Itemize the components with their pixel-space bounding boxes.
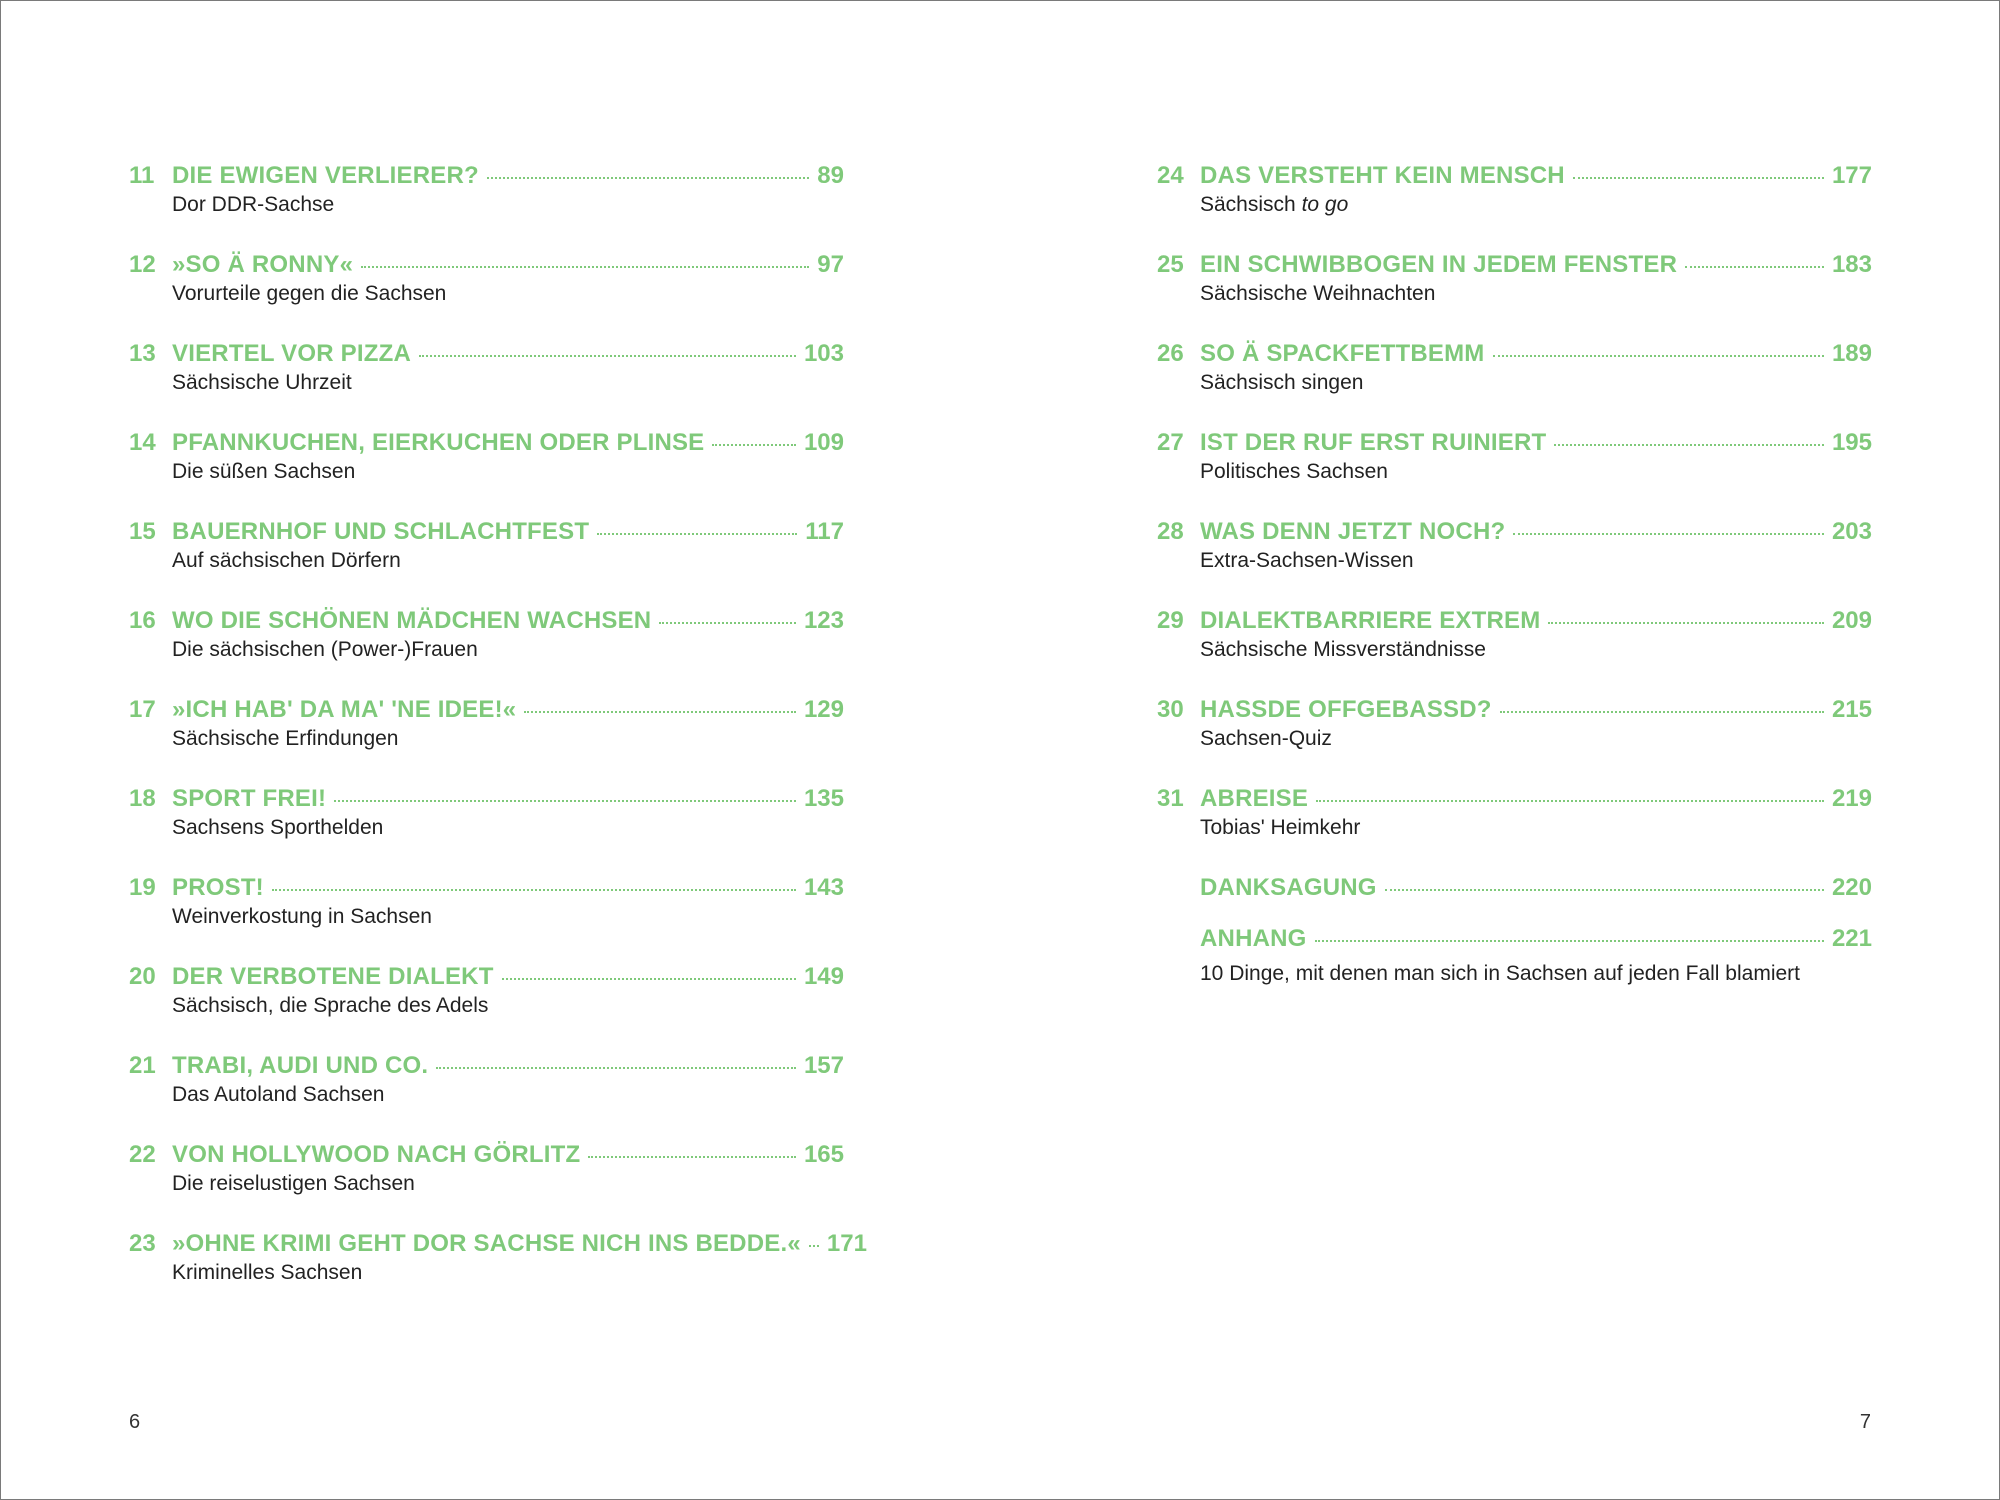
- chapter-title: IST DER RUF ERST RUINIERT: [1200, 429, 1547, 456]
- dot-leader: [361, 266, 809, 268]
- chapter-title: WO DIE SCHÖNEN MÄDCHEN WACHSEN: [172, 607, 652, 634]
- chapter-title: WAS DENN JETZT NOCH?: [1200, 518, 1506, 545]
- dot-leader: [809, 1245, 819, 1247]
- chapter-number: 29: [1157, 607, 1184, 634]
- toc-list-right: [1157, 157, 1872, 1009]
- dot-leader: [659, 622, 796, 624]
- chapter-title: SO Ä SPACKFETTBEMM: [1200, 340, 1485, 367]
- page-ref: 221: [1831, 925, 1872, 952]
- dot-leader: [1500, 711, 1824, 713]
- dot-leader: [272, 889, 796, 891]
- chapter-number: 24: [1157, 162, 1184, 189]
- section-subtitle: 10 Dinge, mit denen man sich in Sachsen auf jeden Fall blamiert: [1200, 962, 1800, 985]
- chapter-subtitle: [1200, 195, 1872, 215]
- toc-entry-appendix: [1157, 920, 1872, 1009]
- toc-entry: [129, 157, 844, 246]
- dot-leader: [419, 355, 796, 357]
- toc-entry: [129, 691, 844, 780]
- dot-leader: [712, 444, 796, 446]
- dot-leader: [334, 800, 796, 802]
- subtitle-italic: to go: [1301, 193, 1349, 216]
- chapter-subtitle: Sachsens Sporthelden: [172, 816, 384, 839]
- page-ref: 215: [1831, 696, 1872, 723]
- chapter-subtitle: Sächsisch, die Sprache des Adels: [172, 994, 489, 1017]
- chapter-subtitle: Weinverkostung in Sachsen: [172, 905, 432, 928]
- chapter-number: 27: [1157, 429, 1184, 456]
- dot-leader: [502, 978, 796, 980]
- chapter-title: VON HOLLYWOOD NACH GÖRLITZ: [172, 1141, 581, 1168]
- page-ref: 89: [817, 162, 844, 189]
- toc-entry: [129, 1225, 867, 1314]
- chapter-number: 11: [129, 162, 155, 189]
- chapter-number: 20: [129, 963, 156, 990]
- page-ref: 183: [1831, 251, 1872, 278]
- page-ref: 97: [817, 251, 844, 278]
- chapter-title: EIN SCHWIBBOGEN IN JEDEM FENSTER: [1200, 251, 1678, 278]
- page-number: 7: [1859, 1411, 1871, 1433]
- chapter-number: 16: [129, 607, 156, 634]
- chapter-subtitle: Auf sächsischen Dörfern: [172, 549, 401, 572]
- dot-leader: [1315, 940, 1824, 942]
- chapter-title: »SO Ä RONNY«: [172, 251, 354, 278]
- chapter-title: DER VERBOTENE DIALEKT: [172, 963, 494, 990]
- dot-leader: [1316, 800, 1824, 802]
- chapter-number: 30: [1157, 696, 1184, 723]
- chapter-subtitle: Vorurteile gegen die Sachsen: [172, 282, 447, 305]
- section-title: ANHANG: [1200, 925, 1307, 952]
- chapter-subtitle: Sächsische Uhrzeit: [172, 371, 352, 394]
- page-ref: 135: [803, 785, 844, 812]
- chapter-number: 14: [129, 429, 156, 456]
- chapter-number: 31: [1157, 785, 1184, 812]
- page-ref: 123: [803, 607, 844, 634]
- page-ref: 117: [805, 518, 844, 545]
- chapter-title: DIE EWIGEN VERLIERER?: [172, 162, 479, 189]
- chapter-number: 13: [129, 340, 156, 367]
- toc-entry-acknowledgements: [1157, 869, 1872, 920]
- chapter-subtitle: Politisches Sachsen: [1200, 460, 1388, 483]
- page-ref: 165: [803, 1141, 844, 1168]
- toc-entry: [1157, 424, 1872, 513]
- page-ref: 171: [826, 1230, 867, 1257]
- chapter-title: ABREISE: [1200, 785, 1309, 812]
- chapter-title: DAS VERSTEHT KEIN MENSCH: [1200, 162, 1565, 189]
- toc-entry: [1157, 157, 1872, 246]
- dot-leader: [1573, 177, 1824, 179]
- page-ref: 203: [1831, 518, 1872, 545]
- subtitle-text: Sächsisch: [1200, 193, 1296, 216]
- chapter-subtitle: Das Autoland Sachsen: [172, 1083, 385, 1106]
- chapter-subtitle: Sachsen-Quiz: [1200, 727, 1332, 750]
- chapter-number: 12: [129, 251, 156, 278]
- toc-entry: [129, 335, 844, 424]
- page-ref: 195: [1831, 429, 1872, 456]
- chapter-subtitle: Sächsische Erfindungen: [172, 727, 399, 750]
- chapter-subtitle: Tobias' Heimkehr: [1200, 816, 1361, 839]
- chapter-title: HASSDE OFFGEBASSD?: [1200, 696, 1492, 723]
- toc-entry: [129, 246, 844, 335]
- dot-leader: [597, 533, 797, 535]
- chapter-subtitle: Die sächsischen (Power-)Frauen: [172, 638, 478, 661]
- dot-leader: [1493, 355, 1824, 357]
- chapter-number: 18: [129, 785, 156, 812]
- chapter-title: SPORT FREI!: [172, 785, 327, 812]
- chapter-number: 19: [129, 874, 156, 901]
- toc-entry: [129, 869, 844, 958]
- page-ref: 219: [1831, 785, 1872, 812]
- dot-leader: [1513, 533, 1824, 535]
- page-ref: 157: [803, 1052, 844, 1079]
- chapter-title: VIERTEL VOR PIZZA: [172, 340, 411, 367]
- chapter-title: DIALEKTBARRIERE EXTREM: [1200, 607, 1541, 634]
- dot-leader: [1554, 444, 1824, 446]
- chapter-subtitle: Kriminelles Sachsen: [172, 1261, 363, 1284]
- chapter-number: 17: [129, 696, 156, 723]
- page-ref: 177: [1831, 162, 1872, 189]
- chapter-subtitle: Die süßen Sachsen: [172, 460, 356, 483]
- chapter-number: 15: [129, 518, 156, 545]
- toc-entry: [129, 1047, 844, 1136]
- chapter-title: »ICH HAB' DA MA' 'NE IDEE!«: [172, 696, 517, 723]
- toc-entry: [1157, 691, 1872, 780]
- chapter-number: 21: [129, 1052, 156, 1079]
- chapter-title: »OHNE KRIMI GEHT DOR SACHSE NICH INS BEDDE.«: [172, 1230, 801, 1257]
- dot-leader: [588, 1156, 796, 1158]
- toc-entry: [1157, 513, 1872, 602]
- toc-entry: [129, 958, 844, 1047]
- chapter-subtitle: Sächsisch singen: [1200, 371, 1364, 394]
- chapter-number: 25: [1157, 251, 1184, 278]
- chapter-number: 23: [129, 1230, 156, 1257]
- page-ref: 143: [803, 874, 844, 901]
- page-ref: 129: [803, 696, 844, 723]
- chapter-subtitle: Die reiselustigen Sachsen: [172, 1172, 415, 1195]
- chapter-title: PFANNKUCHEN, EIERKUCHEN ODER PLINSE: [172, 429, 705, 456]
- chapter-subtitle: Sächsische Missverständnisse: [1200, 638, 1486, 661]
- toc-entry: [1157, 335, 1872, 424]
- left-page: [1, 1, 1000, 1499]
- dot-leader: [524, 711, 796, 713]
- dot-leader: [436, 1067, 796, 1069]
- section-title: DANKSAGUNG: [1200, 874, 1377, 901]
- dot-leader: [487, 177, 809, 179]
- page-ref: 149: [803, 963, 844, 990]
- chapter-number: 22: [129, 1141, 156, 1168]
- chapter-number: 28: [1157, 518, 1184, 545]
- toc-entry: [129, 424, 844, 513]
- dot-leader: [1385, 889, 1824, 891]
- dot-leader: [1548, 622, 1824, 624]
- chapter-subtitle: Sächsische Weihnachten: [1200, 282, 1436, 305]
- chapter-subtitle: Extra-Sachsen-Wissen: [1200, 549, 1414, 572]
- toc-entry: [1157, 780, 1872, 869]
- chapter-subtitle: Dor DDR-Sachse: [172, 193, 335, 216]
- chapter-title: BAUERNHOF UND SCHLACHTFEST: [172, 518, 590, 545]
- dot-leader: [1685, 266, 1824, 268]
- toc-list-left: [129, 157, 867, 1314]
- page-number: 6: [129, 1411, 141, 1433]
- toc-entry: [129, 513, 844, 602]
- toc-entry: [1157, 246, 1872, 335]
- chapter-title: TRABI, AUDI UND CO.: [172, 1052, 429, 1079]
- page-ref: 103: [803, 340, 844, 367]
- toc-entry: [129, 780, 844, 869]
- page-ref: 209: [1831, 607, 1872, 634]
- page-ref: 189: [1831, 340, 1872, 367]
- page-ref: 220: [1831, 874, 1872, 901]
- page-ref: 109: [803, 429, 844, 456]
- right-page: [1000, 1, 1999, 1499]
- toc-entry: [129, 602, 844, 691]
- toc-entry: [1157, 602, 1872, 691]
- chapter-number: 26: [1157, 340, 1184, 367]
- toc-entry: [129, 1136, 844, 1225]
- chapter-title: PROST!: [172, 874, 264, 901]
